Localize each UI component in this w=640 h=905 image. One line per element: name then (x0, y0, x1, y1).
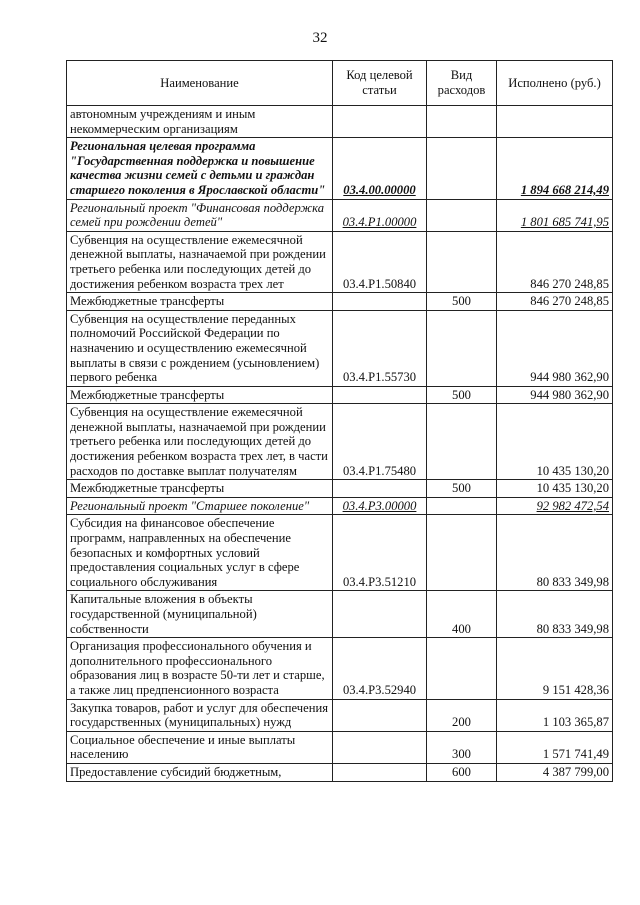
row-code (333, 763, 427, 781)
row-name: Межбюджетные трансферты (67, 293, 333, 311)
header-code: Код целевой статьи (333, 61, 427, 106)
row-amount: 1 571 741,49 (497, 731, 613, 763)
row-type (427, 199, 497, 231)
row-name: Региональный проект "Финансовая поддержка семей при рождении детей" (67, 199, 333, 231)
row-amount: 9 151 428,36 (497, 638, 613, 699)
row-name: Предоставление субсидий бюджетным, (67, 763, 333, 781)
row-code: 03.4.P3.52940 (333, 638, 427, 699)
page-number: 32 (312, 30, 328, 46)
table-row (67, 699, 613, 731)
table-header (67, 61, 613, 106)
row-name: автономным учреждениям и иным некоммерческим организациям (67, 106, 333, 138)
row-amount: 4 387 799,00 (497, 763, 613, 781)
row-type: 200 (427, 699, 497, 731)
row-code (333, 480, 427, 498)
row-amount: 1 894 668 214,49 (497, 138, 613, 199)
table-row (67, 386, 613, 404)
row-amount: 846 270 248,85 (497, 231, 613, 292)
table-row (67, 515, 613, 591)
table-row (67, 293, 613, 311)
row-name: Межбюджетные трансферты (67, 386, 333, 404)
table-row (67, 231, 613, 292)
row-type (427, 106, 497, 138)
row-amount: 80 833 349,98 (497, 591, 613, 638)
row-code (333, 591, 427, 638)
row-amount: 10 435 130,20 (497, 404, 613, 480)
row-name: Межбюджетные трансферты (67, 480, 333, 498)
row-type (427, 404, 497, 480)
row-type (427, 138, 497, 199)
row-code: 03.4.P1.55730 (333, 310, 427, 386)
row-code: 03.4.P3.00000 (333, 497, 427, 515)
row-type: 300 (427, 731, 497, 763)
row-type: 500 (427, 480, 497, 498)
table-row (67, 199, 613, 231)
table-row (67, 138, 613, 199)
table-row (67, 591, 613, 638)
row-name: Субвенция на осуществление ежемесячной денежной выплаты, назначаемой при рождении третьего ребенка или последующих детей до достижения ребенком возраста трех лет (67, 231, 333, 292)
row-name: Субвенция на осуществление ежемесячной денежной выплаты, назначаемой при рождении третьего ребенка или последующих детей до достижения ребенком возраста трех лет, в части расходов по доставке выплат получателям (67, 404, 333, 480)
header-name: Наименование (67, 61, 333, 106)
row-amount: 80 833 349,98 (497, 515, 613, 591)
row-type (427, 515, 497, 591)
row-amount: 944 980 362,90 (497, 310, 613, 386)
row-type: 400 (427, 591, 497, 638)
row-code: 03.4.P1.75480 (333, 404, 427, 480)
row-amount: 846 270 248,85 (497, 293, 613, 311)
row-amount: 92 982 472,54 (497, 497, 613, 515)
row-code: 03.4.P1.50840 (333, 231, 427, 292)
table-body (67, 106, 613, 782)
row-code (333, 386, 427, 404)
row-name: Субсидия на финансовое обеспечение программ, направленных на обеспечение безопасных и комфортных условий предоставления социальных услуг в сфере социального обслуживания (67, 515, 333, 591)
row-type: 500 (427, 293, 497, 311)
row-code: 03.4.P3.51210 (333, 515, 427, 591)
row-type (427, 638, 497, 699)
row-code (333, 293, 427, 311)
row-amount: 1 103 365,87 (497, 699, 613, 731)
row-name: Социальное обеспечение и иные выплаты населению (67, 731, 333, 763)
table-row (67, 480, 613, 498)
table-row (67, 763, 613, 781)
table-row (67, 310, 613, 386)
row-amount (497, 106, 613, 138)
row-type: 500 (427, 386, 497, 404)
row-name: Закупка товаров, работ и услуг для обеспечения государственных (муниципальных) нужд (67, 699, 333, 731)
row-type (427, 497, 497, 515)
table-row (67, 106, 613, 138)
row-code: 03.4.00.00000 (333, 138, 427, 199)
row-name: Региональный проект "Старшее поколение" (67, 497, 333, 515)
row-amount: 1 801 685 741,95 (497, 199, 613, 231)
row-code: 03.4.P1.00000 (333, 199, 427, 231)
row-name: Капитальные вложения в объекты государственной (муниципальной) собственности (67, 591, 333, 638)
row-type (427, 231, 497, 292)
table-row (67, 404, 613, 480)
row-code (333, 731, 427, 763)
header-type: Вид расходов (427, 61, 497, 106)
row-amount: 944 980 362,90 (497, 386, 613, 404)
table-row (67, 497, 613, 515)
row-code (333, 699, 427, 731)
row-name: Региональная целевая программа "Государственная поддержка и повышение качества жизни семей с детьми и граждан старшего поколения в Ярославской области" (67, 138, 333, 199)
row-amount: 10 435 130,20 (497, 480, 613, 498)
table-row (67, 731, 613, 763)
header-amount: Исполнено (руб.) (497, 61, 613, 106)
row-type: 600 (427, 763, 497, 781)
row-name: Субвенция на осуществление переданных полномочий Российской Федерации по назначению и осуществлению ежемесячной выплаты в связи с рождением (усыновлением) первого ребенка (67, 310, 333, 386)
table-row (67, 638, 613, 699)
budget-table (66, 60, 613, 782)
row-code (333, 106, 427, 138)
row-type (427, 310, 497, 386)
row-name: Организация профессионального обучения и дополнительного профессионального образования лиц в возрасте 50-ти лет и старше, а также лиц предпенсионного возраста (67, 638, 333, 699)
header-row (67, 61, 613, 106)
